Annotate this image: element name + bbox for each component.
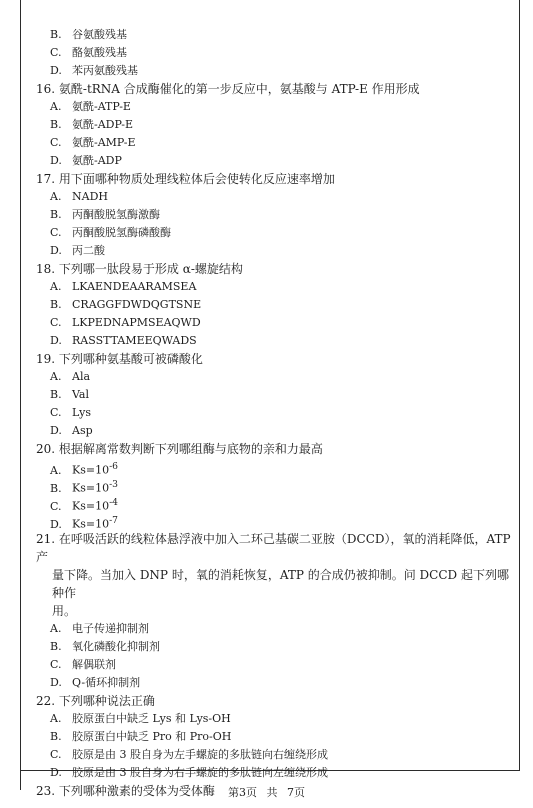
question-stem: 20. 根据解离常数判断下列哪组酶与底物的亲和力最高 — [36, 442, 323, 456]
option-a: A. $Ks=10^{-6}$ — [50, 461, 118, 477]
page-total: 7页 — [287, 786, 305, 799]
question-stem: 23. 下列哪种激素的受体为受体酶 — [36, 784, 215, 798]
question-17 — [32, 170, 512, 260]
option-c: C. Lys — [50, 406, 91, 419]
option-c: C. $Ks=10^{-4}$ — [50, 497, 118, 513]
option-b: B. 丙酮酸脱氢酶激酶 — [50, 208, 160, 221]
page-border-right — [519, 0, 520, 770]
option-b: B. $Ks=10^{-3}$ — [50, 479, 118, 495]
question-stem: 18. 下列哪一肽段易于形成 α-螺旋结构 — [36, 262, 243, 276]
option-c: C. 酪氨酸残基 — [50, 46, 127, 59]
option-d: D. 氨酰-ADP — [50, 154, 122, 167]
option-b: B. CRAGGFDWDQGTSNE — [50, 298, 202, 311]
option-d: D. RASSTTAMEEQWADS — [50, 334, 197, 347]
question-stem: 19. 下列哪种氨基酸可被磷酸化 — [36, 352, 203, 366]
option-d: D. 丙二酸 — [50, 244, 105, 257]
option-d: D. Q-循环抑制剂 — [50, 676, 141, 689]
question-16 — [32, 80, 512, 170]
page-border-left — [20, 0, 21, 790]
option-d: D. 胶原是由 3 股自身为右手螺旋的多肽链向左缠绕形成 — [50, 766, 328, 779]
question-stem: 22. 下列哪种说法正确 — [36, 694, 155, 708]
option-c: C. 丙酮酸脱氢酶磷酸酶 — [50, 226, 171, 239]
option-d: D. 苯丙氨酸残基 — [50, 64, 138, 77]
footer-separator: 共 — [266, 786, 278, 799]
option-b: B. 谷氨酸残基 — [50, 28, 127, 41]
option-a: A. LKAENDEAARAMSEA — [50, 280, 197, 293]
option-a: A. NADH — [50, 190, 108, 203]
option-d: D. Asp — [50, 424, 93, 437]
option-a: A. 胶原蛋白中缺乏 Lys 和 Lys-OH — [50, 712, 231, 725]
page-footer — [0, 784, 533, 800]
question-stem: 17. 用下面哪种物质处理线粒体后会使转化反应速率增加 — [36, 172, 335, 186]
question-22 — [32, 692, 512, 782]
question-15-options — [32, 26, 512, 80]
question-stem-line: 21. 在呼吸活跃的线粒体悬浮液中加入二环己基碳二亚胺（DCCD），氧的消耗降低，ATP 产 — [36, 532, 511, 564]
option-a: A. 氨酰-ATP-E — [50, 100, 131, 113]
option-b: B. 胶原蛋白中缺乏 Pro 和 Pro-OH — [50, 730, 232, 743]
question-21 — [32, 530, 512, 692]
option-b: B. Val — [50, 388, 90, 401]
option-c: C. 氨酰-AMP-E — [50, 136, 136, 149]
option-c: C. 解偶联剂 — [50, 658, 116, 671]
option-c: C. LKPEDNAPMSEAQWD — [50, 316, 201, 329]
option-a: A. Ala — [50, 370, 91, 383]
question-stem-line: 量下降。当加入 DNP 时，氧的消耗恢复，ATP 的合成仍被抑制。问 DCCD 起下列哪种作 — [52, 568, 509, 600]
question-19 — [32, 350, 512, 440]
question-stem: 16. 氨酰-tRNA 合成酶催化的第一步反应中，氨基酸与 ATP-E 作用形成 — [36, 82, 420, 96]
option-b: B. 氨酰-ADP-E — [50, 118, 134, 131]
option-c: C. 胶原是由 3 股自身为左手螺旋的多肽链向右缠绕形成 — [50, 748, 328, 761]
question-list — [32, 26, 512, 800]
question-18 — [32, 260, 512, 350]
option-b: B. 氧化磷酸化抑制剂 — [50, 640, 160, 653]
question-stem-line: 用。 — [52, 604, 77, 618]
question-20 — [32, 440, 512, 530]
option-a: A. 电子传递抑制剂 — [50, 622, 149, 635]
page-number: 第3页 — [228, 786, 257, 799]
option-d: D. $Ks=10^{-7}$ — [50, 515, 118, 531]
